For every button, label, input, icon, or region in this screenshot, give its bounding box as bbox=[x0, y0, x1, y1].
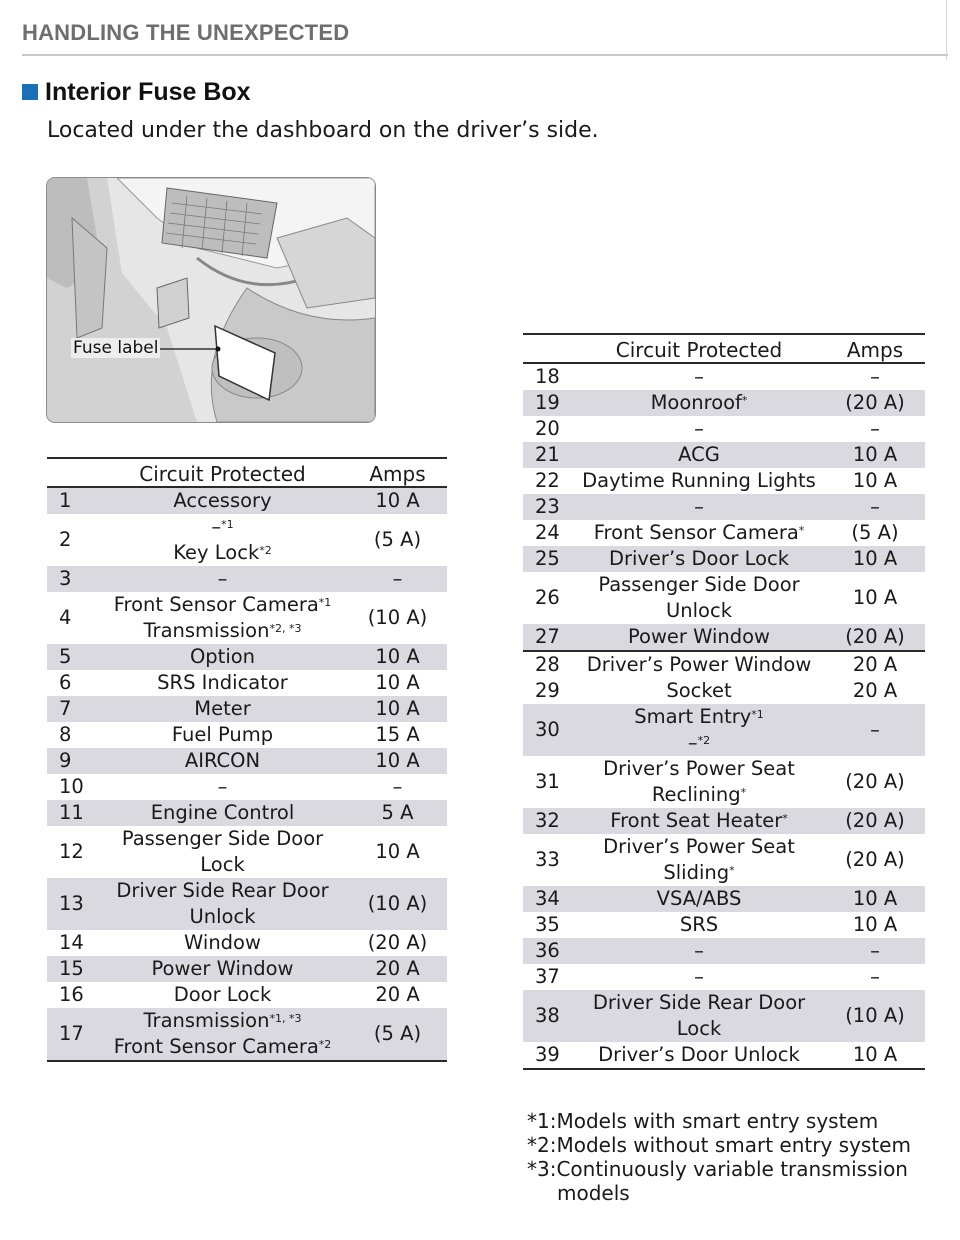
fuse-table-right-body bbox=[523, 363, 925, 1069]
table-row bbox=[47, 514, 447, 566]
circuit-protected: Fuel Pump bbox=[171, 723, 274, 746]
fuse-number: 22 bbox=[535, 469, 560, 492]
circuit-protected: Power Window bbox=[97, 956, 348, 982]
fuse-amps: (20 A) bbox=[845, 770, 905, 793]
table-row bbox=[47, 826, 447, 878]
footnote-marker: * bbox=[782, 812, 788, 825]
fuse-amps: (5 A) bbox=[348, 1008, 447, 1061]
footnote-marker: *2 bbox=[697, 734, 711, 747]
circuit-protected: SRS bbox=[679, 913, 719, 936]
fuse-number: 10 bbox=[59, 775, 84, 798]
circuit-protected: Transmission$^{*1, *3}$ Front Sensor Camera$^{*2}$ bbox=[97, 1008, 348, 1061]
circuit-protected: Driver’s Power Window bbox=[573, 651, 825, 678]
fuse-amps: (20 A) bbox=[845, 848, 905, 871]
footnote-marker: *2 bbox=[318, 1038, 332, 1051]
header-number bbox=[523, 334, 573, 363]
fuse-amps: 10 A bbox=[825, 546, 925, 572]
fuse-amps: 10 A bbox=[375, 840, 420, 863]
fuse-number: 20 bbox=[535, 417, 560, 440]
table-row bbox=[523, 416, 925, 442]
fuse-number: 6 bbox=[59, 671, 72, 694]
table-row bbox=[523, 964, 925, 990]
table-row bbox=[47, 722, 447, 748]
footnote-marker: * bbox=[741, 394, 748, 407]
header-circuit: Circuit Protected bbox=[97, 458, 348, 487]
table-row bbox=[523, 442, 925, 468]
fuse-label-callout: Fuse label bbox=[73, 338, 159, 358]
circuit-protected: Driver’s Door Unlock bbox=[573, 1042, 825, 1069]
fuse-number: 12 bbox=[59, 840, 84, 863]
fuse-amps: 20 A bbox=[852, 679, 898, 702]
table-row bbox=[47, 956, 447, 982]
fuse-amps: 10 A bbox=[825, 886, 925, 912]
fuse-amps: – bbox=[348, 566, 447, 592]
fuse-number: 39 bbox=[523, 1042, 573, 1069]
circuit-protected: Daytime Running Lights bbox=[582, 469, 816, 492]
fuse-number: 3 bbox=[47, 566, 97, 592]
circuit-protected: – bbox=[694, 417, 704, 440]
fuse-amps: 10 A bbox=[348, 644, 447, 670]
fuse-amps: (5 A) bbox=[373, 528, 422, 551]
fuse-amps: 10 A bbox=[852, 913, 898, 936]
table-row bbox=[523, 808, 925, 834]
fuse-number: 37 bbox=[535, 965, 560, 988]
circuit-protected: Accessory bbox=[97, 487, 348, 514]
table-row bbox=[47, 982, 447, 1008]
circuit-protected: Door Lock bbox=[173, 983, 272, 1006]
fuse-amps: (10 A) bbox=[825, 990, 925, 1042]
fuse-number: 19 bbox=[523, 390, 573, 416]
fuse-number: 7 bbox=[47, 696, 97, 722]
footnote: *3:Continuously variable transmission bbox=[527, 1157, 908, 1181]
fuse-number: 38 bbox=[523, 990, 573, 1042]
footnote-marker: * bbox=[729, 864, 735, 877]
fuse-amps: 20 A bbox=[348, 956, 447, 982]
table-row bbox=[47, 774, 447, 800]
table-row bbox=[523, 990, 925, 1042]
footnote-marker: *1 bbox=[221, 518, 234, 531]
fuse-number: 15 bbox=[47, 956, 97, 982]
fuse-number: 18 bbox=[535, 365, 560, 388]
table-row bbox=[47, 696, 447, 722]
fuse-number: 9 bbox=[47, 748, 97, 774]
fuse-amps: (10 A) bbox=[348, 878, 447, 930]
dashboard-drawing-icon bbox=[47, 178, 375, 422]
fuse-table-right bbox=[523, 333, 925, 1070]
table-row bbox=[47, 878, 447, 930]
fuse-number: 28 bbox=[523, 651, 573, 678]
fuse-number: 23 bbox=[523, 494, 573, 520]
circuit-protected: – bbox=[217, 775, 228, 798]
fuse-number: 1 bbox=[47, 487, 97, 514]
fuse-table-left-body bbox=[47, 487, 447, 1061]
table-header-row bbox=[523, 334, 925, 363]
table-row bbox=[523, 678, 925, 704]
fuse-amps: (20 A) bbox=[367, 931, 428, 954]
table-row bbox=[523, 912, 925, 938]
table-row bbox=[523, 886, 925, 912]
circuit-protected: Moonroof* bbox=[573, 390, 825, 416]
fuse-number: 13 bbox=[47, 878, 97, 930]
fuse-amps: 20 A bbox=[375, 983, 420, 1006]
table-row bbox=[523, 938, 925, 964]
fuse-number: 27 bbox=[523, 624, 573, 651]
circuit-protected: Front Sensor Camera$^{*1}$ Transmission$^{*2, *3}$ bbox=[113, 593, 332, 642]
table-row bbox=[523, 572, 925, 624]
table-row bbox=[47, 1008, 447, 1061]
footnote-marker: *1, *3 bbox=[269, 1012, 302, 1025]
fuse-number: 25 bbox=[523, 546, 573, 572]
table-row bbox=[523, 520, 925, 546]
fuse-number: 32 bbox=[523, 808, 573, 834]
fuse-number: 16 bbox=[59, 983, 84, 1006]
fuse-amps: (5 A) bbox=[851, 521, 899, 544]
circuit-protected: AIRCON bbox=[97, 748, 348, 774]
fuse-number: 5 bbox=[47, 644, 97, 670]
fuse-amps: 15 A bbox=[375, 723, 420, 746]
section-title-text: Interior Fuse Box bbox=[45, 77, 251, 106]
circuit-protected: –$^{*1}$ Key Lock$^{*2}$ bbox=[173, 515, 272, 564]
circuit-protected: Passenger Side Door Unlock bbox=[598, 573, 800, 622]
circuit-protected: Driver’s Power Seat Reclining* bbox=[603, 757, 795, 806]
fuse-amps: 10 A bbox=[852, 469, 898, 492]
fuse-number: 2 bbox=[59, 528, 72, 551]
fuse-amps: 10 A bbox=[825, 1042, 925, 1069]
table-row bbox=[523, 651, 925, 678]
footnote-marker: *2 bbox=[259, 544, 272, 557]
fuse-table-left bbox=[47, 457, 447, 1062]
fuse-amps: – bbox=[825, 704, 925, 756]
table-row bbox=[523, 468, 925, 494]
section-title bbox=[22, 76, 251, 108]
circuit-protected: SRS Indicator bbox=[157, 671, 288, 694]
circuit-protected: Engine Control bbox=[97, 800, 348, 826]
fuse-number: 33 bbox=[535, 848, 560, 871]
circuit-protected: Window bbox=[184, 931, 261, 954]
circuit-protected: Front Seat Heater* bbox=[573, 808, 825, 834]
fuse-amps: – bbox=[870, 417, 880, 440]
section-subtitle: Located under the dashboard on the driver’s side. bbox=[47, 118, 599, 143]
table-row bbox=[47, 644, 447, 670]
circuit-protected: VSA/ABS bbox=[573, 886, 825, 912]
fuse-number: 24 bbox=[535, 521, 560, 544]
fuse-number: 4 bbox=[59, 606, 72, 629]
header-amps: Amps bbox=[825, 334, 925, 363]
fuse-number: 29 bbox=[535, 679, 560, 702]
header-amps: Amps bbox=[348, 458, 447, 487]
circuit-protected: – bbox=[694, 965, 704, 988]
table-row bbox=[47, 487, 447, 514]
fuse-number: 8 bbox=[59, 723, 72, 746]
table-row bbox=[523, 494, 925, 520]
fuse-box-illustration bbox=[46, 177, 376, 423]
table-row bbox=[523, 1042, 925, 1069]
fuse-amps: 5 A bbox=[348, 800, 447, 826]
fuse-number: 26 bbox=[535, 586, 560, 609]
fuse-number: 34 bbox=[523, 886, 573, 912]
fuse-amps: (20 A) bbox=[825, 624, 925, 651]
footnote-marker: *1 bbox=[318, 596, 332, 609]
fuse-number: 17 bbox=[47, 1008, 97, 1061]
circuit-protected: Power Window bbox=[573, 624, 825, 651]
fuse-number: 31 bbox=[535, 770, 560, 793]
footnote: *1:Models with smart entry system bbox=[527, 1109, 879, 1133]
fuse-amps: – bbox=[392, 775, 403, 798]
circuit-protected: Option bbox=[97, 644, 348, 670]
circuit-protected: Socket bbox=[666, 679, 732, 702]
circuit-protected: Driver’s Power Seat Sliding* bbox=[603, 835, 795, 884]
table-row bbox=[47, 930, 447, 956]
table-row bbox=[47, 670, 447, 696]
fuse-amps: 10 A bbox=[825, 442, 925, 468]
circuit-protected: Passenger Side Door Lock bbox=[121, 827, 324, 876]
circuit-protected: Smart Entry$^{*1}$ –$^{*2}$ bbox=[573, 704, 825, 756]
table-row bbox=[523, 704, 925, 756]
fuse-number: 30 bbox=[523, 704, 573, 756]
table-row bbox=[47, 566, 447, 592]
section-marker-icon bbox=[22, 84, 38, 100]
circuit-protected: – bbox=[694, 365, 704, 388]
circuit-protected: Meter bbox=[97, 696, 348, 722]
fuse-number: 11 bbox=[47, 800, 97, 826]
fuse-number: 21 bbox=[523, 442, 573, 468]
fuse-amps: 10 A bbox=[852, 586, 898, 609]
table-row bbox=[523, 390, 925, 416]
table-row bbox=[523, 363, 925, 390]
fuse-amps: – bbox=[870, 365, 880, 388]
fuse-number: 14 bbox=[59, 931, 84, 954]
page-section-header: HANDLING THE UNEXPECTED bbox=[22, 20, 948, 56]
fuse-amps: 10 A bbox=[348, 748, 447, 774]
header-circuit: Circuit Protected bbox=[573, 334, 825, 363]
footnote-marker: * bbox=[798, 524, 805, 537]
footnote-marker: * bbox=[740, 786, 747, 799]
fuse-amps: 10 A bbox=[375, 671, 420, 694]
fuse-amps: 20 A bbox=[825, 651, 925, 678]
fuse-amps: – bbox=[825, 494, 925, 520]
circuit-protected: Driver Side Rear Door Unlock bbox=[97, 878, 348, 930]
fuse-amps: (20 A) bbox=[825, 808, 925, 834]
fuse-number: 36 bbox=[523, 938, 573, 964]
fuse-amps: – bbox=[825, 938, 925, 964]
fuse-amps: (10 A) bbox=[367, 606, 428, 629]
circuit-protected: – bbox=[97, 566, 348, 592]
table-row bbox=[523, 834, 925, 886]
table-row bbox=[523, 756, 925, 808]
circuit-protected: Driver’s Door Lock bbox=[573, 546, 825, 572]
header-number bbox=[47, 458, 97, 487]
footnote: *2:Models without smart entry system bbox=[527, 1133, 911, 1157]
footnote: models bbox=[557, 1181, 630, 1205]
table-row bbox=[47, 748, 447, 774]
fuse-amps: – bbox=[870, 965, 880, 988]
table-row bbox=[523, 546, 925, 572]
table-row bbox=[523, 624, 925, 651]
table-row bbox=[47, 800, 447, 826]
circuit-protected: – bbox=[573, 494, 825, 520]
circuit-protected: Front Sensor Camera* bbox=[593, 521, 805, 544]
fuse-amps: 10 A bbox=[348, 696, 447, 722]
fuse-amps: 10 A bbox=[348, 487, 447, 514]
footnote-marker: *2, *3 bbox=[269, 622, 302, 635]
page-edge-line bbox=[946, 0, 947, 60]
table-row bbox=[47, 592, 447, 644]
circuit-protected: Driver Side Rear Door Lock bbox=[573, 990, 825, 1042]
footnotes bbox=[527, 1109, 911, 1205]
circuit-protected: – bbox=[573, 938, 825, 964]
footnote-marker: *1 bbox=[751, 708, 764, 721]
fuse-number: 35 bbox=[535, 913, 560, 936]
circuit-protected: ACG bbox=[573, 442, 825, 468]
table-header-row bbox=[47, 458, 447, 487]
fuse-amps: (20 A) bbox=[825, 390, 925, 416]
